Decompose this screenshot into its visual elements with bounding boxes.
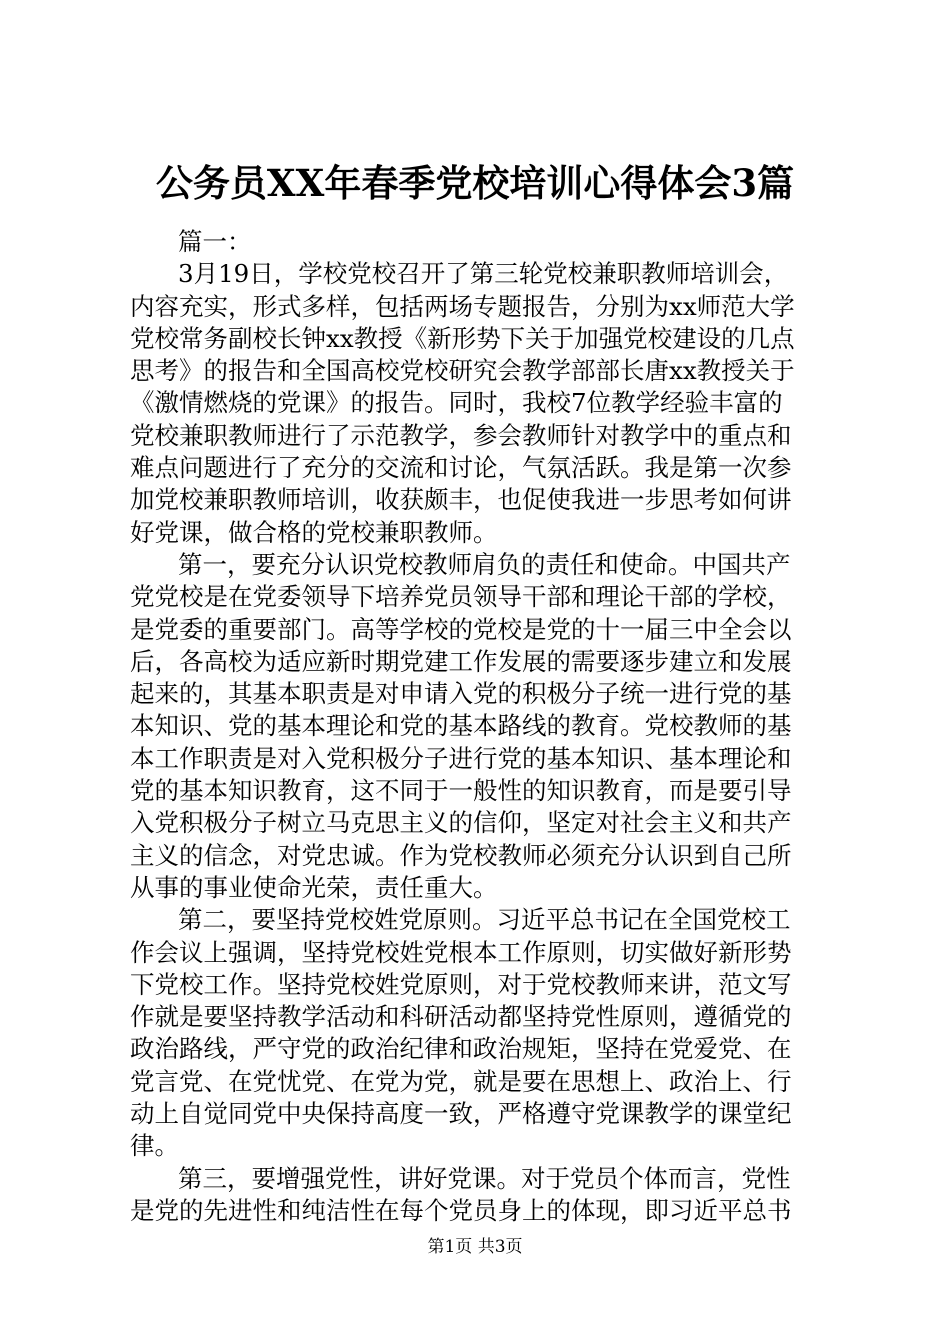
paragraph-line: 党校常务副校长钟xx教授《新形势下关于加强党校建设的几点	[130, 323, 795, 353]
paragraph-line: 加党校兼职教师培训，收获颇丰，也促使我进一步思考如何讲	[130, 485, 792, 515]
paragraph-line: 从事的事业使命光荣，责任重大。	[130, 872, 498, 902]
paragraph-line: 本工作职责是对入党积极分子进行党的基本知识、基本理论和	[130, 743, 792, 773]
paragraph-line: 第一，要充分认识党校教师肩负的责任和使命。中国共产	[178, 549, 791, 579]
paragraph-line: 难点问题进行了充分的交流和讨论，气氛活跃。我是第一次参	[130, 453, 792, 483]
paragraph-line: 党言党、在党忧党、在党为党，就是要在思想上、政治上、行	[130, 1066, 792, 1096]
section-heading: 篇一：	[178, 227, 252, 256]
document-body	[130, 226, 830, 1227]
paragraph-line: 动上自觉同党中央保持高度一致，严格遵守党课教学的课堂纪	[130, 1099, 792, 1129]
paragraph-line: 入党积极分子树立马克思主义的信仰，坚定对社会主义和共产	[130, 808, 792, 838]
paragraph-line: 《激情燃烧的党课》的报告。同时，我校7位教学经验丰富的	[130, 388, 783, 418]
paragraph-line: 党党校是在党委领导下培养党员领导干部和理论干部的学校，	[130, 582, 792, 612]
paragraph-line: 政治路线，严守党的政治纪律和政治规矩，坚持在党爱党、在	[130, 1034, 792, 1064]
paragraph-line: 起来的，其基本职责是对申请入党的积极分子统一进行党的基	[130, 679, 792, 709]
document-title: 公务员XX年春季党校培训心得体会3篇	[155, 161, 795, 205]
paragraph-line: 是党委的重要部门。高等学校的党校是党的十一届三中全会以	[130, 614, 792, 644]
paragraph-line: 下党校工作。坚持党校姓党原则，对于党校教师来讲，范文写	[130, 969, 792, 999]
paragraph-line: 作就是要坚持教学活动和科研活动都坚持党性原则，遵循党的	[130, 1002, 792, 1032]
paragraph-line: 律。	[130, 1131, 179, 1161]
paragraph-line: 第二，要坚持党校姓党原则。习近平总书记在全国党校工	[178, 905, 791, 935]
paragraph-line: 作会议上强调，坚持党校姓党根本工作原则，切实做好新形势	[130, 937, 792, 967]
paragraph-line: 内容充实，形式多样，包括两场专题报告，分别为xx师范大学	[130, 291, 795, 321]
paragraph-line: 党校兼职教师进行了示范教学，参会教师针对教学中的重点和	[130, 420, 792, 450]
paragraph-line: 3月19日，学校党校召开了第三轮党校兼职教师培训会，	[178, 259, 789, 289]
paragraph-line: 后，各高校为适应新时期党建工作发展的需要逐步建立和发展	[130, 646, 792, 676]
paragraph-line: 好党课，做合格的党校兼职教师。	[130, 517, 498, 547]
paragraph-line: 第三，要增强党性，讲好党课。对于党员个体而言，党性	[178, 1163, 791, 1193]
paragraph-line: 主义的信念，对党忠诚。作为党校教师必须充分认识到自己所	[130, 840, 792, 870]
paragraph-line: 思考》的报告和全国高校党校研究会教学部部长唐xx教授关于	[130, 356, 795, 386]
paragraph-line: 本知识、党的基本理论和党的基本路线的教育。党校教师的基	[130, 711, 792, 741]
page-footer: 第1页 共3页	[427, 1237, 523, 1257]
paragraph-line: 是党的先进性和纯洁性在每个党员身上的体现，即习近平总书	[130, 1195, 792, 1225]
paragraph-line: 党的基本知识教育，这不同于一般性的知识教育，而是要引导	[130, 776, 792, 806]
